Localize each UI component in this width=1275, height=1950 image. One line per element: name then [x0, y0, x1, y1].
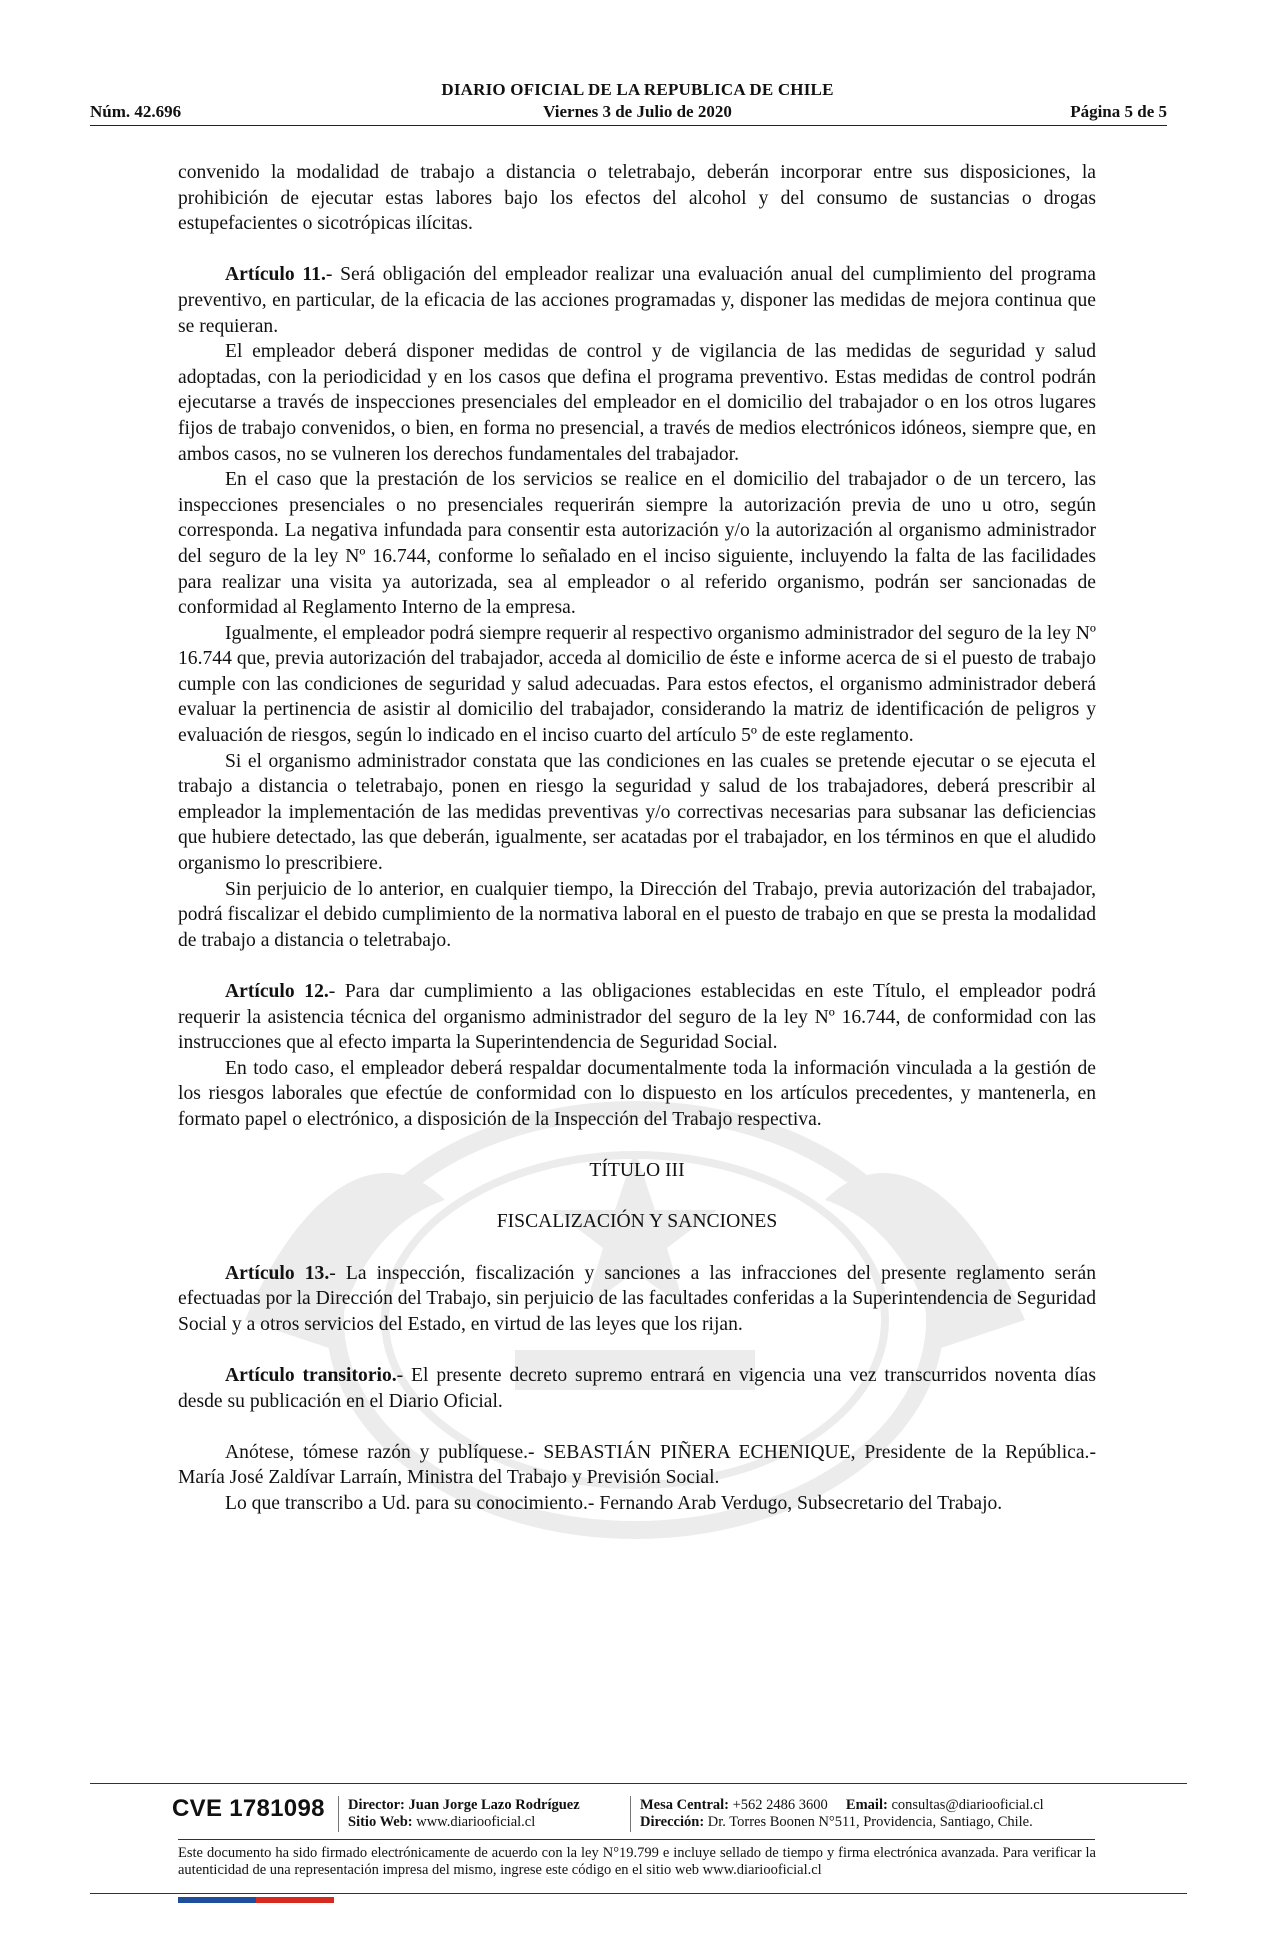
address-label: Dirección:: [640, 1814, 705, 1830]
chile-flag-stripe: [178, 1897, 334, 1903]
footer-divider-top: [90, 1783, 1187, 1784]
phone-label: Mesa Central:: [640, 1797, 729, 1813]
article-label: Artículo 12.: [225, 981, 329, 1002]
footer-divider-bottom: [90, 1893, 1187, 1894]
header-divider: [90, 125, 1167, 126]
paragraph: Sin perjuicio de lo anterior, en cualquier tiempo, la Dirección del Trabajo, previa autorización del trabajador, podrá fiscalizar el debido cumplimiento de la normativa laboral en el puesto de trabajo en que se presta la modalidad de trabajo a distancia o teletrabajo.: [178, 878, 1096, 951]
email-link[interactable]: consultas@diariooficial.cl: [891, 1797, 1044, 1813]
article-label: Artículo 13.: [225, 1262, 330, 1284]
publication-title: DIARIO OFICIAL DE LA REPUBLICA DE CHILE: [441, 80, 834, 99]
paragraph: En el caso que la prestación de los servicios se realice en el domicilio del trabajador o de un tercero, las inspecciones presenciales o no presenciales requerirán siempre la autorización previa de uno u otro, según corresponda. La negativa infundada para consentir esta autorización y/o la autorización al organismo administrador del seguro de la ley Nº 16.744, conforme lo señalado en el inciso siguiente, incluyendo la falta de las facilidades para realizar una visita ya autorizada, sea al empleador o al referido organismo, podrán ser sancionadas de conformidad al Reglamento Interno de la empresa.: [178, 469, 1096, 619]
website-label: Sitio Web:: [348, 1814, 413, 1830]
document-body: [178, 160, 1096, 1516]
article-text: - La inspección, fiscalización y sanciones a las infracciones del presente reglamento serán efectuadas por la Dirección del Trabajo, sin perjuicio de las facultades conferidas a la Superintendencia de Seguridad Social y a otros servicios del Estado, en virtud de las leyes que los rijan.: [178, 1262, 1096, 1335]
director-name: Juan Jorge Lazo Rodríguez: [408, 1797, 580, 1813]
footer-contact-block: [640, 1797, 1044, 1831]
flag-red-segment: [256, 1897, 334, 1903]
paragraph: Igualmente, el empleador podrá siempre requerir al respectivo organismo administrador del seguro de la ley Nº 16.744 que, previa autorización del trabajador, acceda al domicilio de éste e informe acerca de si el puesto de trabajo cumple con las condiciones de seguridad y salud adecuadas. Para estos efectos, el organismo administrador deberá evaluar la pertinencia de asistir al domicilio del trabajador, considerando la matriz de identificación de peligros y evaluación de riesgos, según lo indicado en el inciso cuarto del artículo 5º de este reglamento.: [178, 622, 1096, 747]
article-13: [178, 1261, 1096, 1338]
article-label: Artículo transitorio.: [225, 1364, 397, 1386]
email-label: Email:: [845, 1797, 888, 1813]
footer-director-block: [348, 1797, 580, 1831]
article-text: - Para dar cumplimiento a las obligaciones establecidas en este Título, el empleador podrá requerir la asistencia técnica del organismo administrador del seguro de la ley Nº 16.744, de conformidad con las instrucciones que al efecto imparta la Superintendencia de Seguridad Social.: [178, 981, 1096, 1054]
article-transitorio: [178, 1363, 1096, 1414]
issue-date: Viernes 3 de Julio de 2020: [543, 102, 732, 121]
flag-blue-segment: [178, 1897, 256, 1903]
address-text: Dr. Torres Boonen N°511, Providencia, Santiago, Chile.: [707, 1814, 1033, 1830]
section-name: FISCALIZACIÓN Y SANCIONES: [496, 1211, 778, 1233]
paragraph: En todo caso, el empleador deberá respaldar documentalmente toda la información vinculada a la gestión de los riesgos laborales que efectúe de conformidad con lo dispuesto en los artículos precedentes, y mantenerla, en formato papel o electrónico, a disposición de la Inspección del Trabajo respectiva.: [178, 1057, 1096, 1130]
section-title: TÍTULO III: [589, 1160, 685, 1182]
footer-separator: [630, 1796, 631, 1832]
footer-divider-mid: [178, 1839, 1095, 1840]
article-text: - Será obligación del empleador realizar una evaluación anual del cumplimiento del programa preventivo, en particular, de la eficacia de las acciones programadas y, disponer las medidas de mejora continua que se requieran.: [178, 264, 1096, 337]
paragraph: Si el organismo administrador constata que las condiciones en las cuales se pretende ejecutar o se ejecuta el trabajo a distancia o teletrabajo, ponen en riesgo la seguridad y salud de los trabajadores, deberá prescribir al empleador la implementación de las medidas preventivas y/o correctivas necesarias para subsanar las deficiencias que hubiere detectado, las que deberán, igualmente, ser acatadas por el trabajador, en los términos en que el aludido organismo lo prescribiere.: [178, 750, 1096, 875]
article-label: Artículo 11.: [225, 264, 326, 286]
article-11: [178, 262, 1096, 339]
article-12: [178, 979, 1096, 1056]
website-link[interactable]: www.diariooficial.cl: [416, 1814, 536, 1830]
page-number: Página 5 de 5: [1070, 102, 1167, 121]
article-text: - El presente decreto supremo entrará en vigencia una vez transcurridos noventa días desde su publicación en el Diario Oficial.: [178, 1364, 1096, 1412]
director-label: Director:: [348, 1797, 405, 1813]
paragraph: El empleador deberá disponer medidas de control y de vigilancia de las medidas de seguridad y salud adoptadas, con la periodicidad y en los casos que defina el programa preventivo. Estas medidas de control podrán ejecutarse a través de inspecciones presenciales del empleador en el domicilio del trabajador o en los otros lugares fijos de trabajo convenidos, o bien, en forma no presencial, a través de medios electrónicos idóneos, siempre que, en ambos casos, no se vulneren los derechos fundamentales del trabajador.: [178, 341, 1096, 465]
phone-number: +562 2486 3600: [732, 1797, 828, 1813]
signature-note: Este documento ha sido firmado electrónicamente de acuerdo con la ley N°19.799 e incluye sellado de tiempo y firma electrónica avanzada. Para verificar la autenticidad de una representación impresa del mismo, ingrese este código en el sitio web www.diariooficial.cl: [178, 1845, 1096, 1878]
paragraph: convenido la modalidad de trabajo a distancia o teletrabajo, deberán incorporar entre sus disposiciones, la prohibición de ejecutar estas labores bajo los efectos del alcohol y del consumo de sustancias o drogas estupefacientes o sicotrópicas ilícitas.: [178, 162, 1096, 235]
cve-code: CVE 1781098: [172, 1795, 325, 1822]
issue-number: Núm. 42.696: [90, 102, 182, 121]
footer-separator: [338, 1796, 339, 1832]
signature-paragraph: Anótese, tómese razón y publíquese.- SEBASTIÁN PIÑERA ECHENIQUE, Presidente de la República.- María José Zaldívar Larraín, Ministra del Trabajo y Previsión Social.: [178, 1441, 1096, 1489]
closing-paragraph: Lo que transcribo a Ud. para su conocimiento.- Fernando Arab Verdugo, Subsecretario del Trabajo.: [225, 1492, 1003, 1514]
